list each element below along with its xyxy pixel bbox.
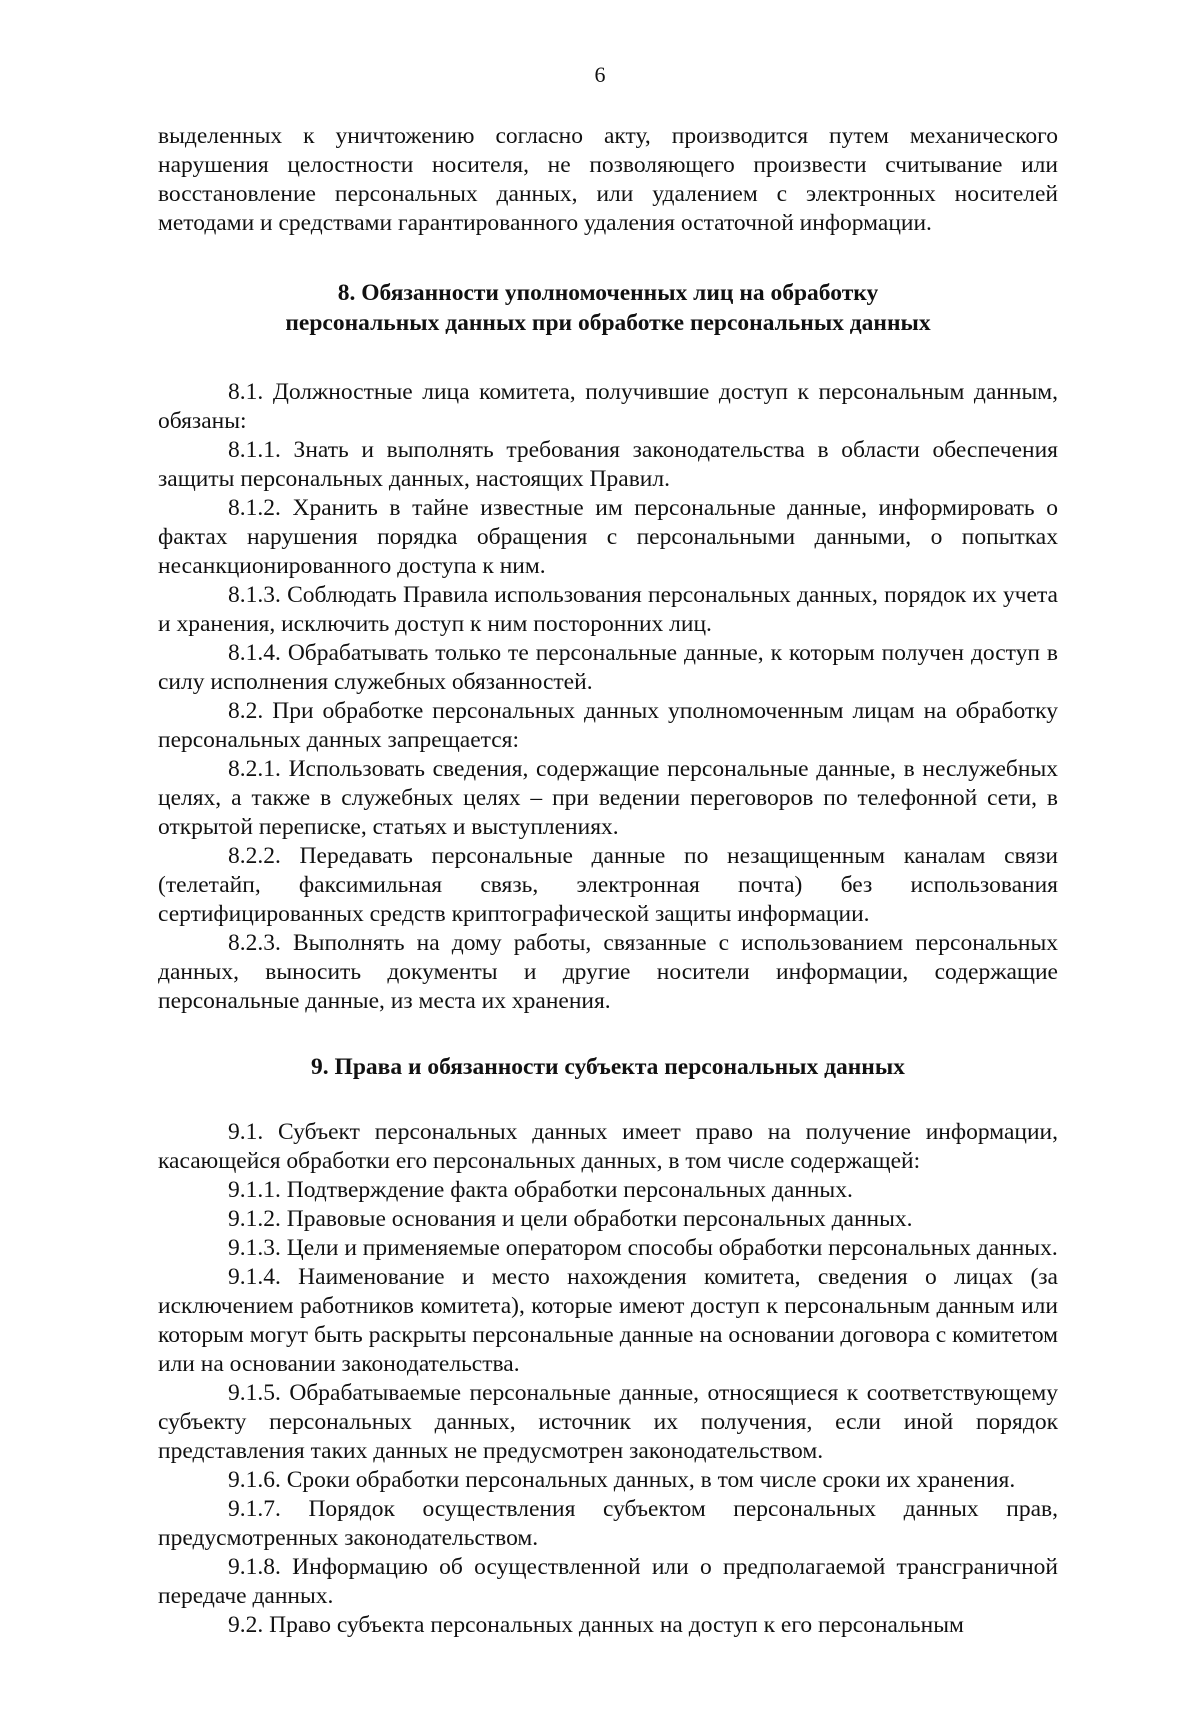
section-9-heading: 9. Права и обязанности субъекта персональных данных <box>311 1054 905 1080</box>
clause-9-1-5: 9.1.5. Обрабатываемые персональные данные, относящиеся к соответствующему субъекту персональных данных, источник их получения, если иной порядок представления таких данных не предусмотрен законодательством. <box>158 1380 1058 1464</box>
clause-8-2: 8.2. При обработке персональных данных уполномоченным лицам на обработку персональных данных запрещается: <box>158 698 1058 753</box>
clause-8-1-1: 8.1.1. Знать и выполнять требования законодательства в области обеспечения защиты персональных данных, настоящих Правил. <box>158 437 1058 492</box>
clause-9-1: 9.1. Субъект персональных данных имеет право на получение информации, касающейся обработки его персональных данных, в том числе содержащей: <box>158 1119 1058 1174</box>
clause-8-1-4: 8.1.4. Обрабатывать только те персональные данные, к которым получен доступ в силу исполнения служебных обязанностей. <box>158 640 1058 695</box>
clause-9-1-6: 9.1.6. Сроки обработки персональных данных, в том числе сроки их хранения. <box>228 1467 1016 1493</box>
section-8-title-line-1: 8. Обязанности уполномоченных лиц на обработку <box>337 280 879 306</box>
page-number: 6 <box>594 62 606 87</box>
clause-8-1: 8.1. Должностные лица комитета, получившие доступ к персональным данным, обязаны: <box>158 379 1058 434</box>
clause-9-1-7: 9.1.7. Порядок осуществления субъектом персональных данных прав, предусмотренных законодательством. <box>158 1496 1058 1551</box>
clause-9-1-4: 9.1.4. Наименование и место нахождения комитета, сведения о лицах (за исключением работников комитета), которые имеют доступ к персональным данным или которым могут быть раскрыты персональные данные на основании договора с комитетом или на основании законодательства. <box>158 1264 1058 1377</box>
clause-8-1-2: 8.1.2. Хранить в тайне известные им персональные данные, информировать о фактах нарушения порядка обращения с персональными данными, о попытках несанкционированного доступа к ним. <box>158 495 1058 579</box>
clause-9-1-3: 9.1.3. Цели и применяемые оператором способы обработки персональных данных. <box>228 1235 1058 1261</box>
clause-8-2-2: 8.2.2. Передавать персональные данные по незащищенным каналам связи (телетайп, факсимильная связь, электронная почта) без использования сертифицированных средств криптографической защиты информации. <box>158 843 1058 927</box>
document-body <box>158 122 1058 1640</box>
clause-9-1-2: 9.1.2. Правовые основания и цели обработки персональных данных. <box>228 1206 913 1232</box>
section-8-title-line-2: персональных данных при обработке персональных данных <box>285 310 931 336</box>
clause-9-1-8: 9.1.8. Информацию об осуществленной или о предполагаемой трансграничной передаче данных. <box>158 1554 1058 1609</box>
clause-9-2: 9.2. Право субъекта персональных данных на доступ к его персональным <box>228 1612 964 1638</box>
clause-8-2-3: 8.2.3. Выполнять на дому работы, связанные с использованием персональных данных, выносить документы и другие носители информации, содержащие персональные данные, из места их хранения. <box>158 930 1058 1014</box>
clause-9-1-1: 9.1.1. Подтверждение факта обработки персональных данных. <box>228 1177 853 1203</box>
intro-paragraph: выделенных к уничтожению согласно акту, производится путем механического нарушения целостности носителя, не позволяющего произвести считывание или восстановление персональных данных, или удалением с электронных носителей методами и средствами гарантированного удаления остаточной информации. <box>158 123 1058 236</box>
clause-8-2-1: 8.2.1. Использовать сведения, содержащие персональные данные, в неслужебных целях, а также в служебных целях – при ведении переговоров по телефонной сети, в открытой переписке, статьях и выступлениях. <box>158 756 1058 840</box>
section-8-heading <box>158 278 1058 338</box>
clause-8-1-3: 8.1.3. Соблюдать Правила использования персональных данных, порядок их учета и хранения, исключить доступ к ним посторонних лиц. <box>158 582 1058 637</box>
